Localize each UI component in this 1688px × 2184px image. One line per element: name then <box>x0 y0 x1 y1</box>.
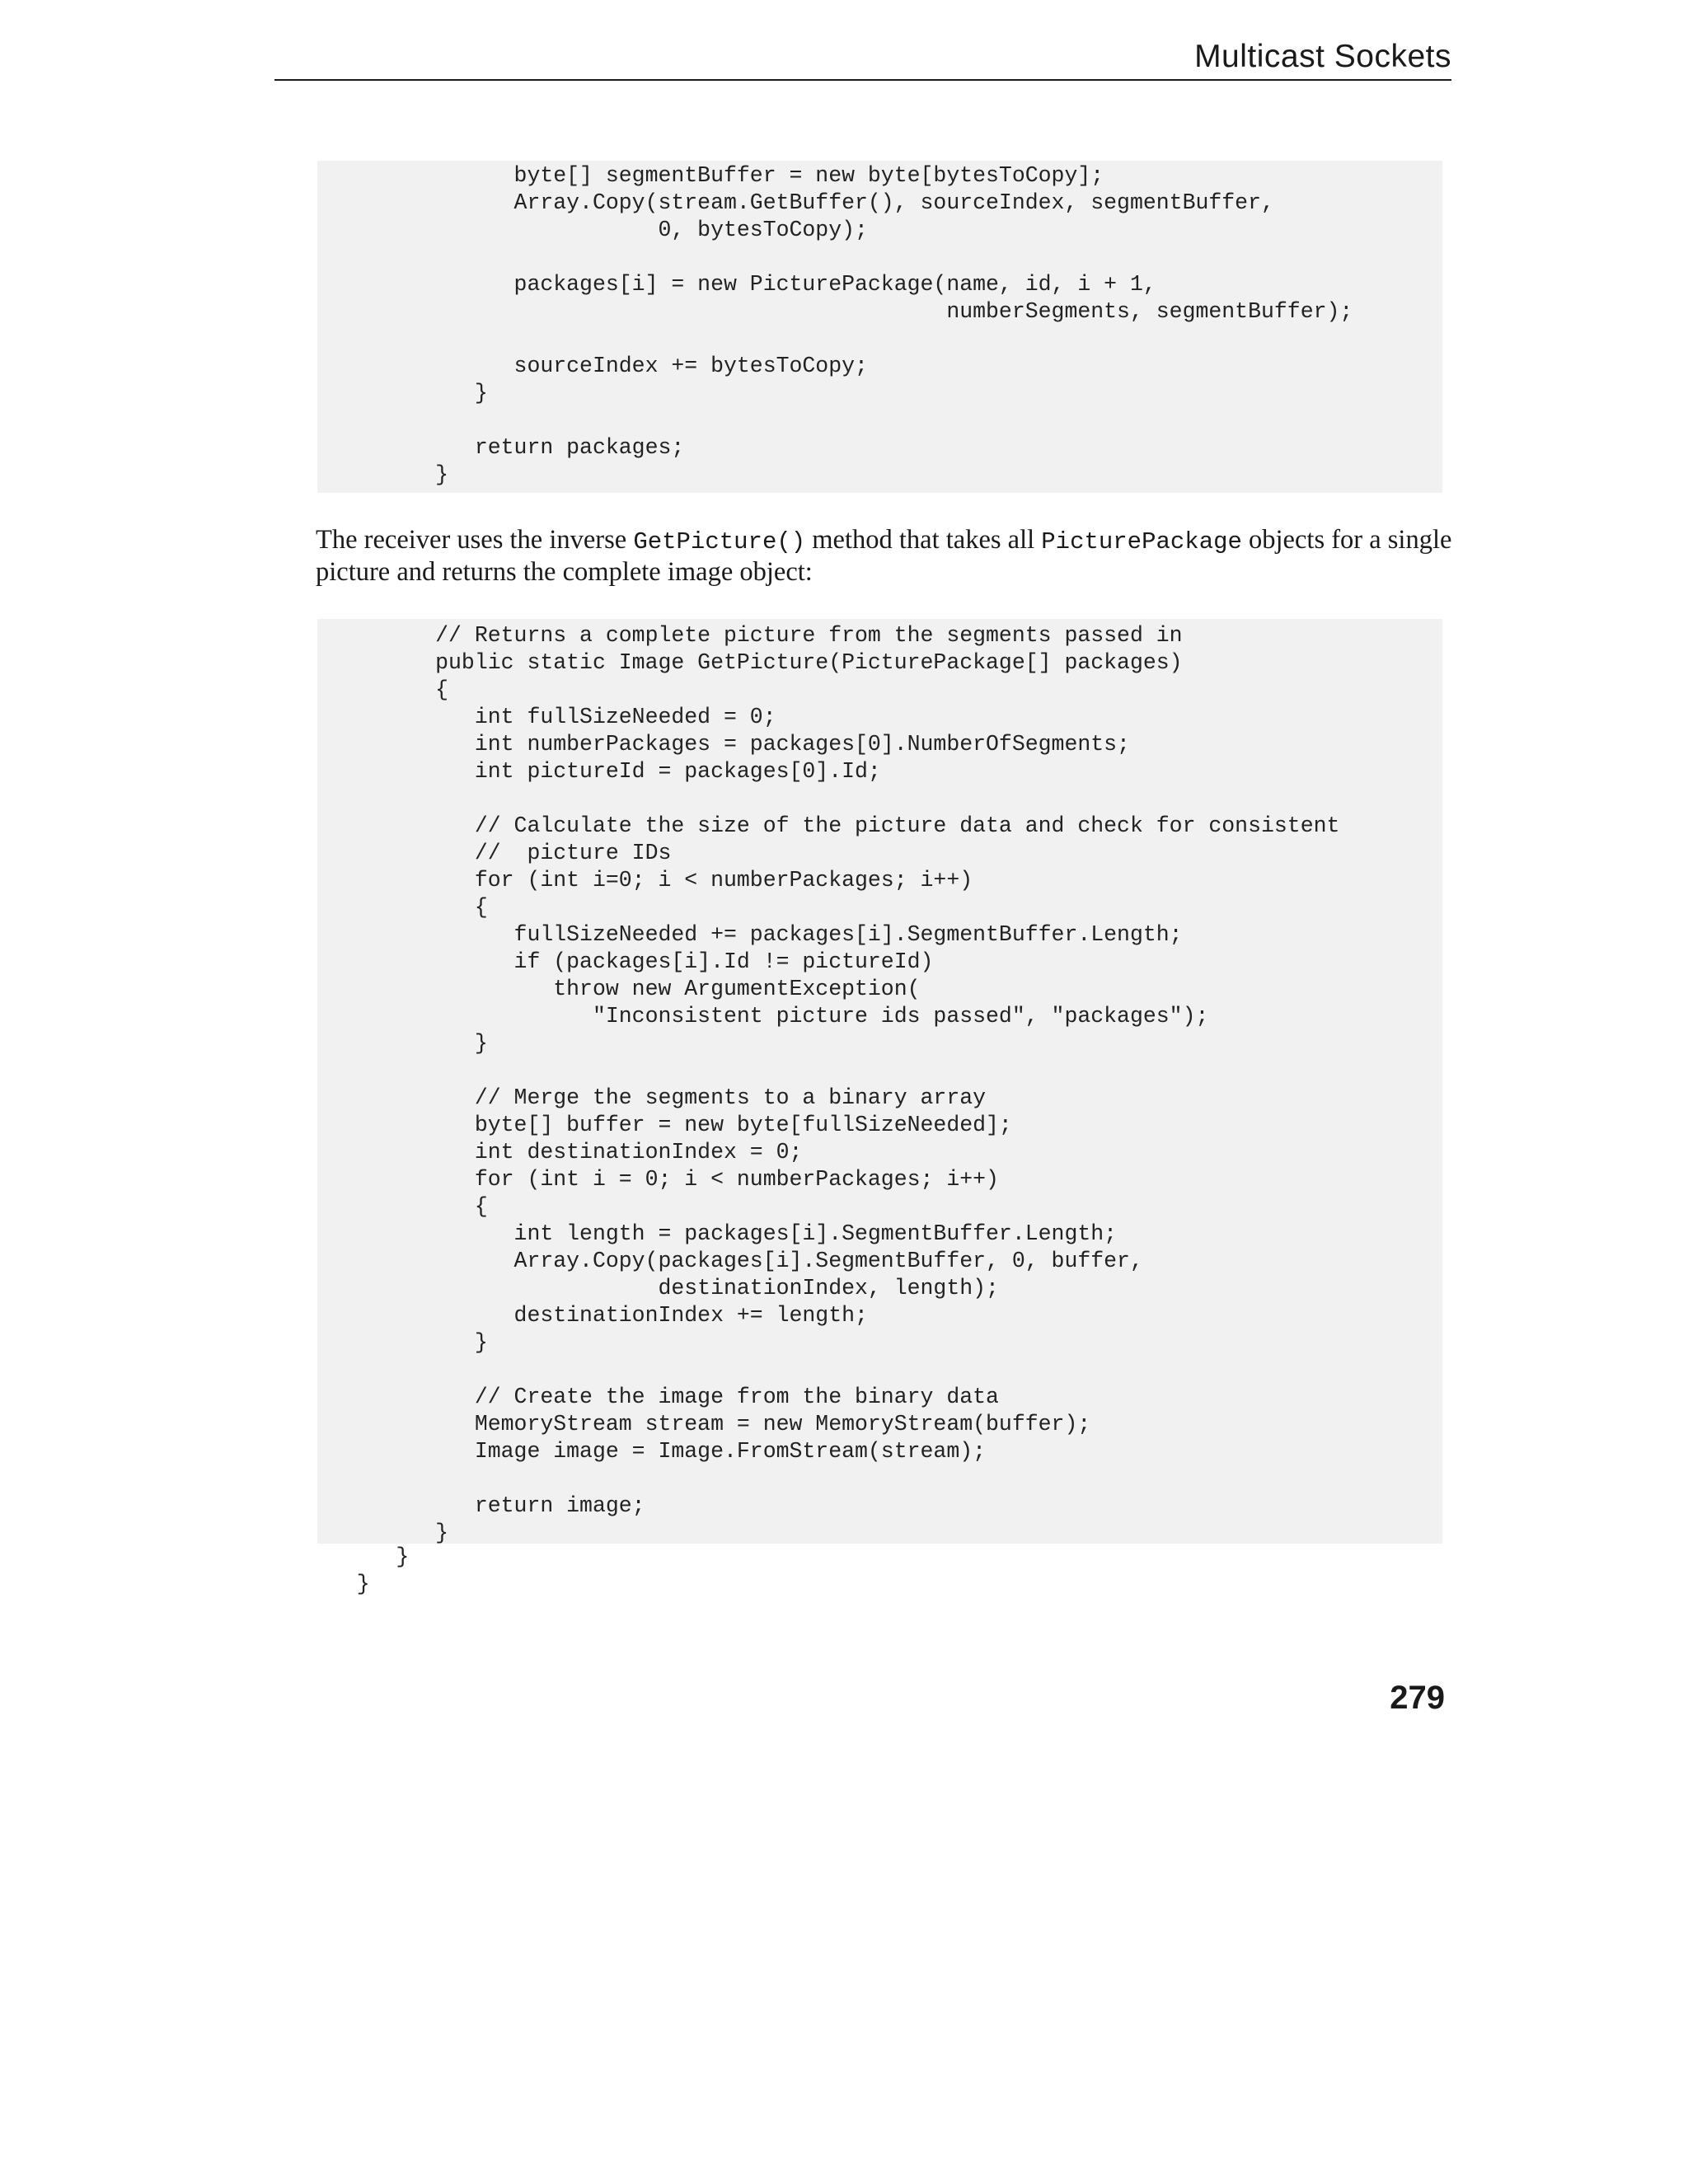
code-line: } <box>317 1330 488 1355</box>
code-line: } <box>317 381 488 405</box>
code-line: public static Image GetPicture(PicturePackage[] packages) <box>317 650 1183 675</box>
inline-code-getpicture: GetPicture() <box>633 528 806 555</box>
page-number: 279 <box>1390 1680 1445 1716</box>
inline-code-picturepackage: PicturePackage <box>1041 528 1242 555</box>
code-line: numberSegments, segmentBuffer); <box>317 299 1353 324</box>
code-line: return image; <box>317 1493 645 1518</box>
code-line: int destinationIndex = 0; <box>317 1140 803 1165</box>
code-line: sourceIndex += bytesToCopy; <box>317 354 868 378</box>
code-line: } <box>317 1572 370 1596</box>
code-line: 0, bytesToCopy); <box>317 218 868 242</box>
code-line: throw new ArgumentException( <box>317 977 921 1001</box>
code-line <box>317 1057 1442 1085</box>
code-line: { <box>317 895 488 920</box>
code-line: destinationIndex, length); <box>317 1276 999 1301</box>
code-line: Array.Copy(stream.GetBuffer(), sourceIndex, segmentBuffer, <box>317 190 1274 215</box>
header-rule <box>274 79 1451 81</box>
code-line: int pictureId = packages[0].Id; <box>317 759 881 784</box>
code-line: int fullSizeNeeded = 0; <box>317 705 776 729</box>
code-block-segment-packages <box>317 161 1442 493</box>
code-line: fullSizeNeeded += packages[i].SegmentBuffer.Length; <box>317 922 1183 947</box>
code-line: int length = packages[i].SegmentBuffer.Length; <box>317 1221 1118 1246</box>
code-line: { <box>317 1194 488 1219</box>
code-line: } <box>317 1031 488 1056</box>
code-closing-braces <box>317 1544 409 1598</box>
code-line: // Calculate the size of the picture data and check for consistent <box>317 813 1340 838</box>
code-line: for (int i = 0; i < numberPackages; i++) <box>317 1167 999 1192</box>
code-line: } <box>317 1544 410 1569</box>
code-line: } <box>317 1521 449 1545</box>
code-line: { <box>317 677 449 702</box>
code-line: Image image = Image.FromStream(stream); <box>317 1439 987 1464</box>
code-line: destinationIndex += length; <box>317 1303 868 1328</box>
running-header: Multicast Sockets <box>1194 39 1451 74</box>
code-line: // Returns a complete picture from the segments passed in <box>317 623 1183 648</box>
code-line: // Create the image from the binary data <box>317 1385 999 1409</box>
code-line: byte[] buffer = new byte[fullSizeNeeded]; <box>317 1113 1012 1137</box>
code-line <box>317 785 1442 813</box>
code-line: int numberPackages = packages[0].NumberOfSegments; <box>317 732 1130 757</box>
code-line: packages[i] = new PicturePackage(name, id, i + 1, <box>317 272 1156 297</box>
code-line: byte[] segmentBuffer = new byte[bytesToCopy]; <box>317 163 1104 188</box>
code-line <box>317 326 1442 353</box>
code-line: Array.Copy(packages[i].SegmentBuffer, 0, buffer, <box>317 1249 1143 1273</box>
paragraph-text-1: The receiver uses the inverse <box>316 525 634 555</box>
code-line: // picture IDs <box>317 841 672 865</box>
code-line <box>317 407 1442 434</box>
code-block-getpicture <box>317 619 1442 1544</box>
code-line <box>317 1357 1442 1384</box>
code-line <box>317 244 1442 271</box>
code-line: MemoryStream stream = new MemoryStream(buffer); <box>317 1412 1091 1436</box>
code-line: // Merge the segments to a binary array <box>317 1085 987 1110</box>
code-line: "Inconsistent picture ids passed", "packages"); <box>317 1004 1209 1029</box>
paragraph-text-3: objects for a single picture and returns the complete image object: <box>316 525 1452 587</box>
body-paragraph <box>316 525 1453 587</box>
code-line: } <box>317 462 449 487</box>
code-line: return packages; <box>317 435 685 460</box>
code-line <box>317 1465 1442 1493</box>
paragraph-text-2: method that takes all <box>805 525 1042 555</box>
code-line: if (packages[i].Id != pictureId) <box>317 949 934 974</box>
code-line: for (int i=0; i < numberPackages; i++) <box>317 868 973 893</box>
